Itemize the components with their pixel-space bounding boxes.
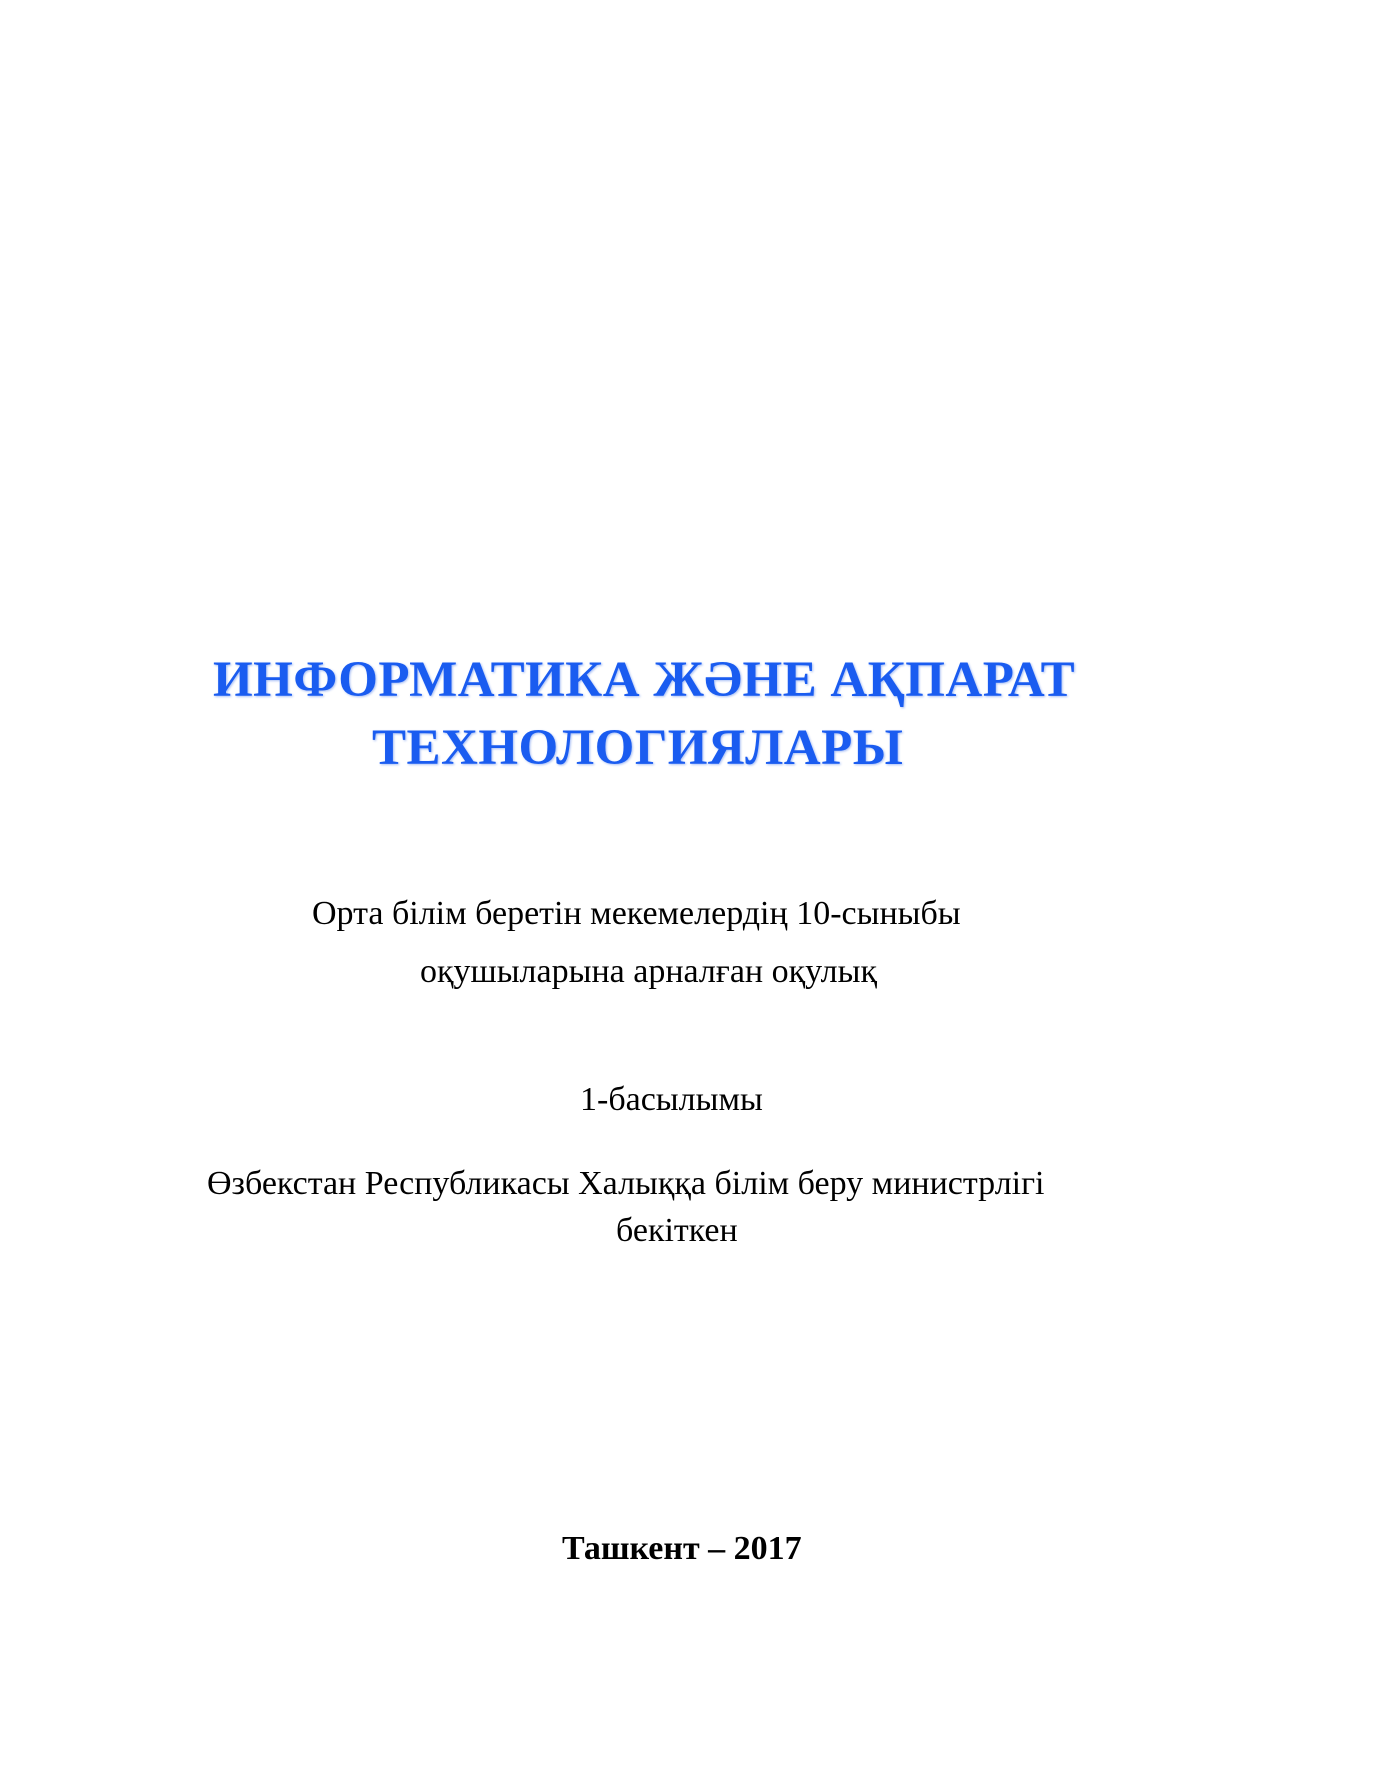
book-title-line-2: ТЕХНОЛОГИЯЛАРЫ [372,720,904,776]
subtitle-line-1: Орта білім беретін мекемелердің 10-сыныбы [312,895,961,932]
approval-line-1: Өзбекстан Республикасы Халыққа білім беру министрлігі [207,1165,1045,1202]
subtitle-line-2: оқушыларына арналған оқулық [420,953,877,990]
approval-line-2: бекіткен [616,1212,738,1249]
book-title-line-1: ИНФОРМАТИКА ЖӘНЕ АҚПАРАТ [213,652,1076,708]
imprint-place-year: Ташкент – 2017 [562,1530,802,1567]
edition-label: 1-басылымы [580,1081,763,1118]
